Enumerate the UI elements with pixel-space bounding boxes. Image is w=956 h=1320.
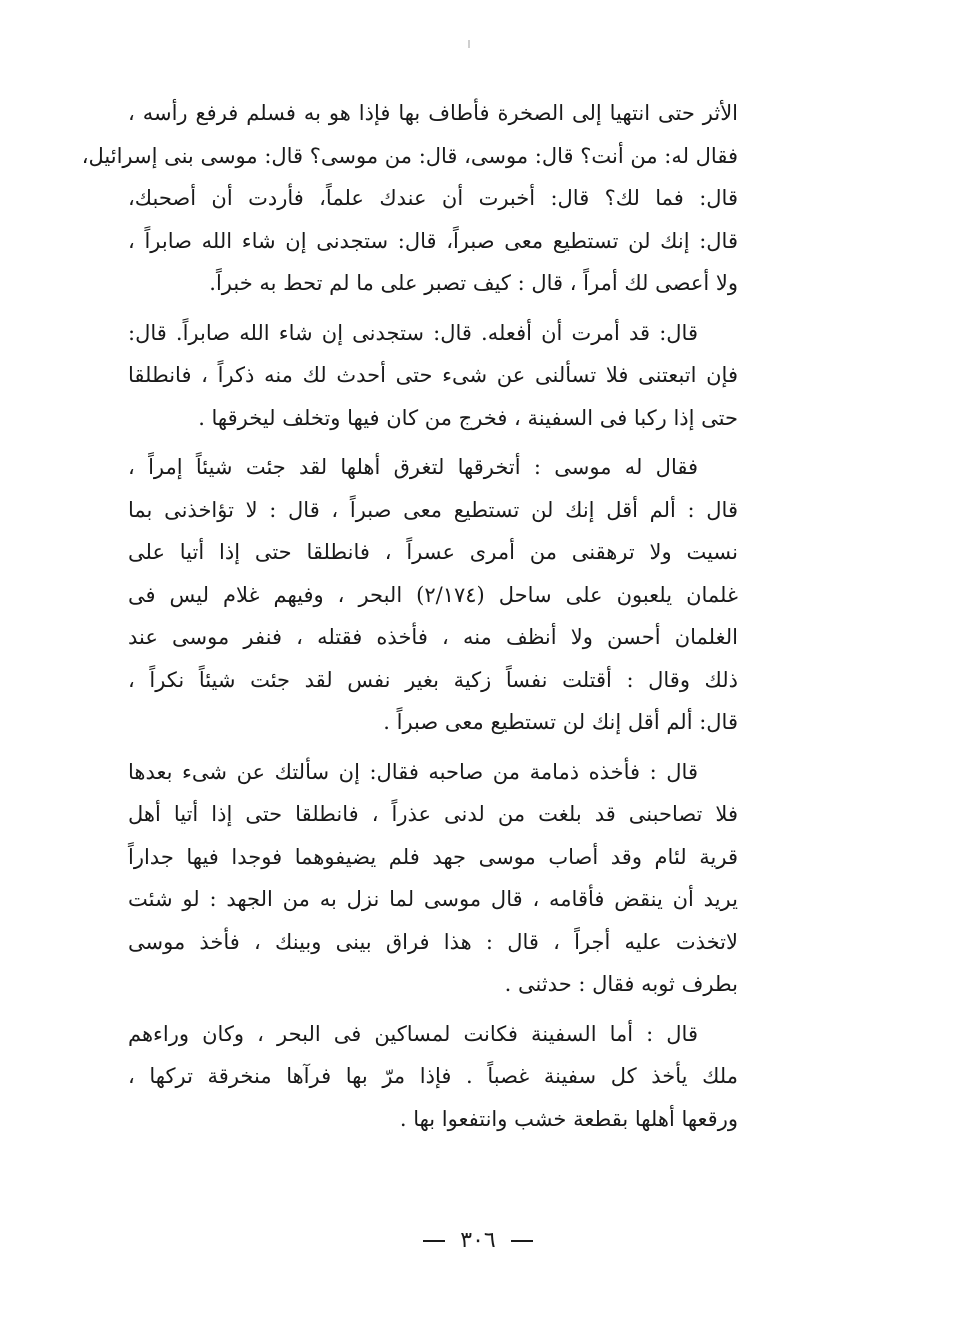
text-line: فقال له: من أنت؟ قال: موسى، قال: من موسى؟ قال: موسى بنى إسرائيل، — [81, 143, 738, 168]
text-line: قال: قد أمرت أن أفعله. قال: ستجدنى إن شاء الله صابراً. قال: — [128, 320, 698, 345]
page-number: ٣٠٦ — [460, 1228, 496, 1253]
text-line: نسيت ولا ترهقنى من أمرى عسراً ، فانطلقا حتى إذا أتيا على — [128, 540, 738, 564]
footer-dash — [423, 1240, 445, 1242]
text-line: حتى إذا ركبا فى السفينة ، فخرج من كان فيها وتخلف ليخرقها . — [198, 405, 738, 430]
text-line: لاتخذت عليه أجراً ، قال : هذا فراق بينى وبينك ، فأخذ موسى — [128, 929, 738, 954]
text-line: قال : ألم أقل إنك لن تستطيع معى صبراً ، قال : لا تؤاخذنى بما — [128, 497, 738, 522]
paragraph — [81, 92, 738, 305]
paragraph — [128, 312, 738, 440]
text-line: قال : أما السفينة فكانت لمساكين فى البحر ، وكان وراءهم — [128, 1021, 698, 1046]
paragraph — [128, 446, 738, 744]
text-line: يريد أن ينقض فأقامه ، قال موسى لما نزل به من الجهد : لو شئت — [128, 887, 738, 911]
scan-mark — [468, 40, 470, 48]
text-line: ذلك وقال : أقتلت نفساً زكية بغير نفس لقد جئت شيئاً نكراً ، — [128, 667, 738, 692]
text-line: قال : فأخذه ذمامة من صاحبه فقال: إن سألتك عن شىء بعدها — [128, 759, 698, 784]
text-line: قرية لئام وقد أصاب موسى جهد فلم يضيفوهما فوجدا فيها جداراً — [128, 844, 738, 869]
text-line: فإن اتبعتنى فلا تسألنى عن شىء حتى أحدث لك منه ذكراً ، فانطلقا — [128, 363, 738, 387]
text-line: الأثر حتى انتهيا إلى الصخرة فأطاف بها فإذا هو به فسلم فرفع رأسه ، — [128, 101, 738, 125]
paragraph — [128, 751, 738, 1006]
paragraph — [128, 1013, 738, 1141]
text-line: قال: ألم أقل إنك لن تستطيع معى صبراً . — [383, 710, 738, 734]
footer-dash — [511, 1240, 533, 1242]
text-line: ولا أعصى لك أمراً ، قال : كيف تصبر على ما لم تحط به خبراً. — [209, 271, 738, 295]
body-text — [81, 92, 738, 1140]
text-line: ملك يأخذ كل سفينة غصباً . فإذا مرّ بها فرآها منخرقة تركها ، — [128, 1064, 738, 1088]
page-footer — [0, 1228, 956, 1253]
text-line: قال: فما لك؟ قال: أخبرت أن عندك علماً، فأردت أن أصحبك، — [128, 186, 738, 210]
text-line: قال: إنك لن تستطيع معى صبراً، قال: ستجدنى إن شاء الله صابراً ، — [128, 228, 738, 253]
text-line: ورقعها أهلها بقطعة خشب وانتفعوا بها . — [399, 1106, 738, 1131]
text-line: غلمان يلعبون على ساحل (٢/١٧٤) البحر ، وفيهم غلام ليس فى — [128, 582, 738, 607]
text-line: فقال له موسى : أتخرقها لتغرق أهلها لقد جئت شيئاً إمراً ، — [128, 455, 698, 479]
text-line: فلا تصاحبنى قد بلغت من لدنى عذراً ، فانطلقا حتى إذا أتيا أهل — [128, 802, 738, 826]
text-line: الغلمان أحسن ولا أنظف منه ، فأخذه فقتله ، فنفر موسى عند — [128, 625, 738, 649]
text-line: بطرف ثوبه فقال : حدثنى . — [504, 972, 738, 996]
